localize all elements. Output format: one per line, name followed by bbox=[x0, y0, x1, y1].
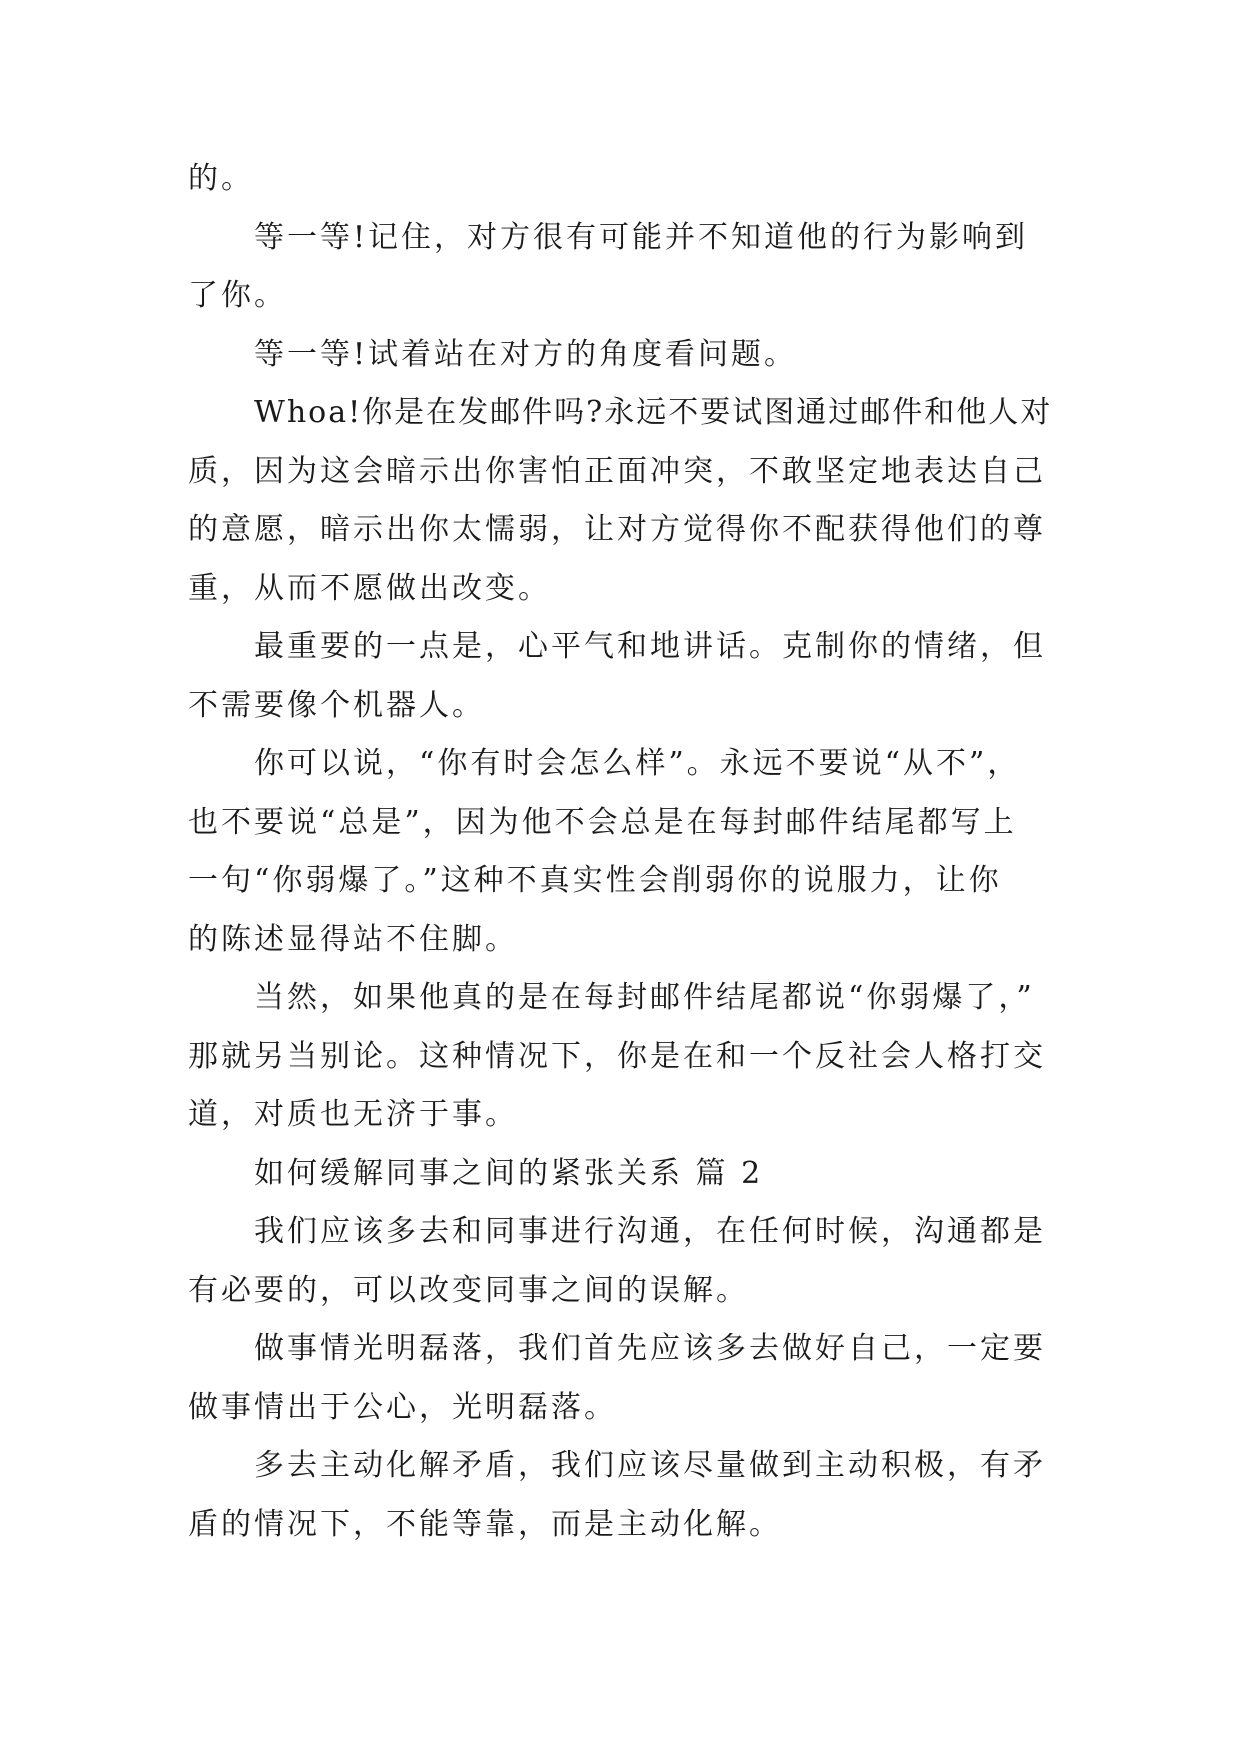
text-line: 盾的情况下，不能等靠，而是主动化解。 bbox=[188, 1506, 782, 1542]
text-line: 如何缓解同事之间的紧张关系 篇 2 bbox=[254, 1155, 764, 1191]
text-line: 重，从而不愿做出改变。 bbox=[188, 570, 551, 606]
text-line: 的。 bbox=[188, 161, 254, 196]
text-line: 最重要的一点是，心平气和地讲话。克制你的情绪，但 bbox=[254, 629, 1046, 664]
body-text bbox=[188, 150, 1058, 1554]
text-line: 也不要说“总是”，因为他不会总是在每封邮件结尾都写上 bbox=[188, 804, 1017, 840]
text-line: 当然，如果他真的是在每封邮件结尾都说“你弱爆了，” bbox=[254, 980, 1035, 1015]
text-line: 的陈述显得站不住脚。 bbox=[188, 921, 518, 957]
text-line: 一句“你弱爆了。”这种不真实性会削弱你的说服力，让你 bbox=[188, 863, 1002, 898]
text-line: 不需要像个机器人。 bbox=[188, 687, 485, 723]
text-line: 多去主动化解矛盾，我们应该尽量做到主动积极，有矛 bbox=[254, 1448, 1046, 1483]
text-line: 有必要的，可以改变同事之间的误解。 bbox=[188, 1272, 749, 1308]
text-line: 的意愿，暗示出你太懦弱，让对方觉得你不配获得他们的尊 bbox=[188, 512, 1046, 547]
text-line: 质，因为这会暗示出你害怕正面冲突，不敢坚定地表达自己 bbox=[188, 453, 1046, 489]
text-line: 了你。 bbox=[188, 278, 287, 313]
text-line: 做事情出于公心，光明磊落。 bbox=[188, 1389, 617, 1425]
text-line: 做事情光明磊落，我们首先应该多去做好自己，一定要 bbox=[254, 1331, 1046, 1366]
text-line: 我们应该多去和同事进行沟通，在任何时候，沟通都是 bbox=[254, 1214, 1046, 1249]
text-line: 道，对质也无济于事。 bbox=[188, 1097, 518, 1132]
text-line: 等一等!试着站在对方的角度看问题。 bbox=[254, 336, 798, 372]
text-line: 你可以说，“你有时会怎么样”。永远不要说“从不”， bbox=[254, 746, 1021, 781]
text-line: Whoa!你是在发邮件吗?永远不要试图通过邮件和他人对 bbox=[254, 395, 1053, 430]
text-line: 等一等!记住，对方很有可能并不知道他的行为影响到 bbox=[254, 219, 1029, 255]
text-line: 那就另当别论。这种情况下，你是在和一个反社会人格打交 bbox=[188, 1038, 1046, 1074]
